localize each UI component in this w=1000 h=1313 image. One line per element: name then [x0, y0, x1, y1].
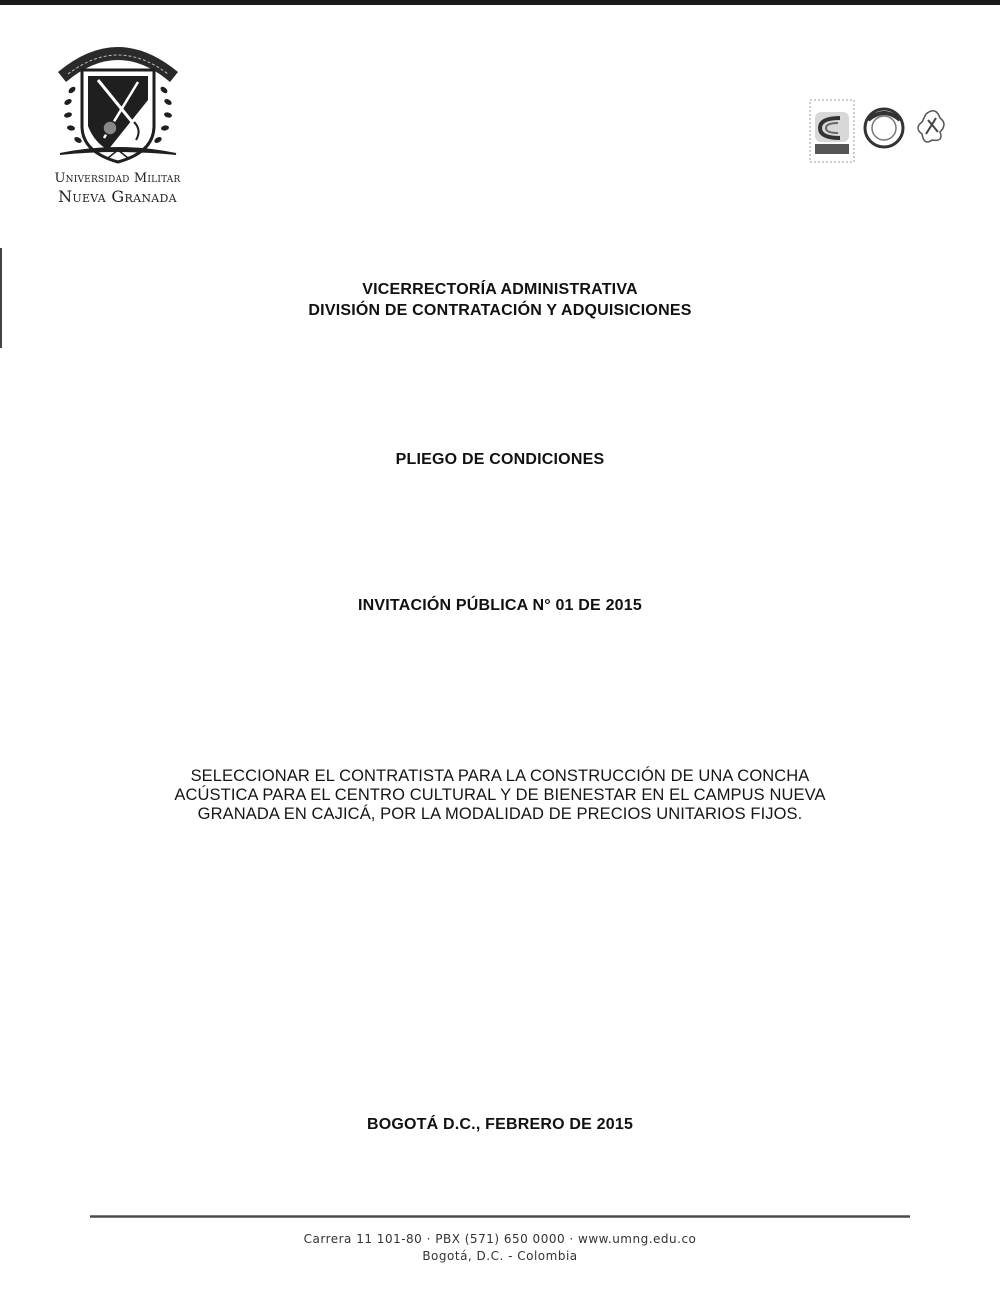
office-heading-line2: DIVISIÓN DE CONTRATACIÓN Y ADQUISICIONES — [308, 302, 692, 319]
net-cert-icon — [918, 111, 944, 142]
invitation-number: INVITACIÓN PÚBLICA N° 01 DE 2015 — [358, 597, 642, 614]
place-and-date: BOGOTÁ D.C., FEBRERO DE 2015 — [366, 1116, 634, 1133]
certification-marks — [808, 98, 958, 173]
university-crest-icon — [38, 30, 198, 170]
university-logo — [30, 30, 205, 210]
top-border-rule — [0, 0, 1000, 5]
university-name-line2: Nueva Granada — [58, 187, 177, 206]
contract-object-line3: GRANADA EN CAJICÁ, POR LA MODALIDAD DE PRECIOS UNITARIOS FIJOS. — [197, 805, 803, 823]
contract-object-line1: SELECCIONAR EL CONTRATISTA PARA LA CONSTRUCCIÓN DE UNA CONCHA — [190, 767, 810, 785]
icontec-cert-icon — [810, 100, 854, 162]
iqnet-cert-icon — [865, 109, 903, 147]
contract-object-line2: ACÚSTICA PARA EL CENTRO CULTURAL Y DE BIENESTAR EN EL CAMPUS NUEVA — [174, 786, 826, 804]
document-title: PLIEGO DE CONDICIONES — [395, 451, 605, 468]
office-heading-line1: VICERRECTORÍA ADMINISTRATIVA — [362, 281, 638, 298]
footer-city: Bogotá, D.C. - Colombia — [422, 1249, 578, 1263]
footer-divider — [90, 1215, 910, 1218]
contract-object — [120, 767, 880, 824]
footer-address: Carrera 11 101-80 · PBX (571) 650 0000 · www.umng.edu.co — [303, 1232, 697, 1246]
university-name-line1: Universidad Militar — [54, 171, 181, 186]
university-name — [30, 170, 205, 206]
